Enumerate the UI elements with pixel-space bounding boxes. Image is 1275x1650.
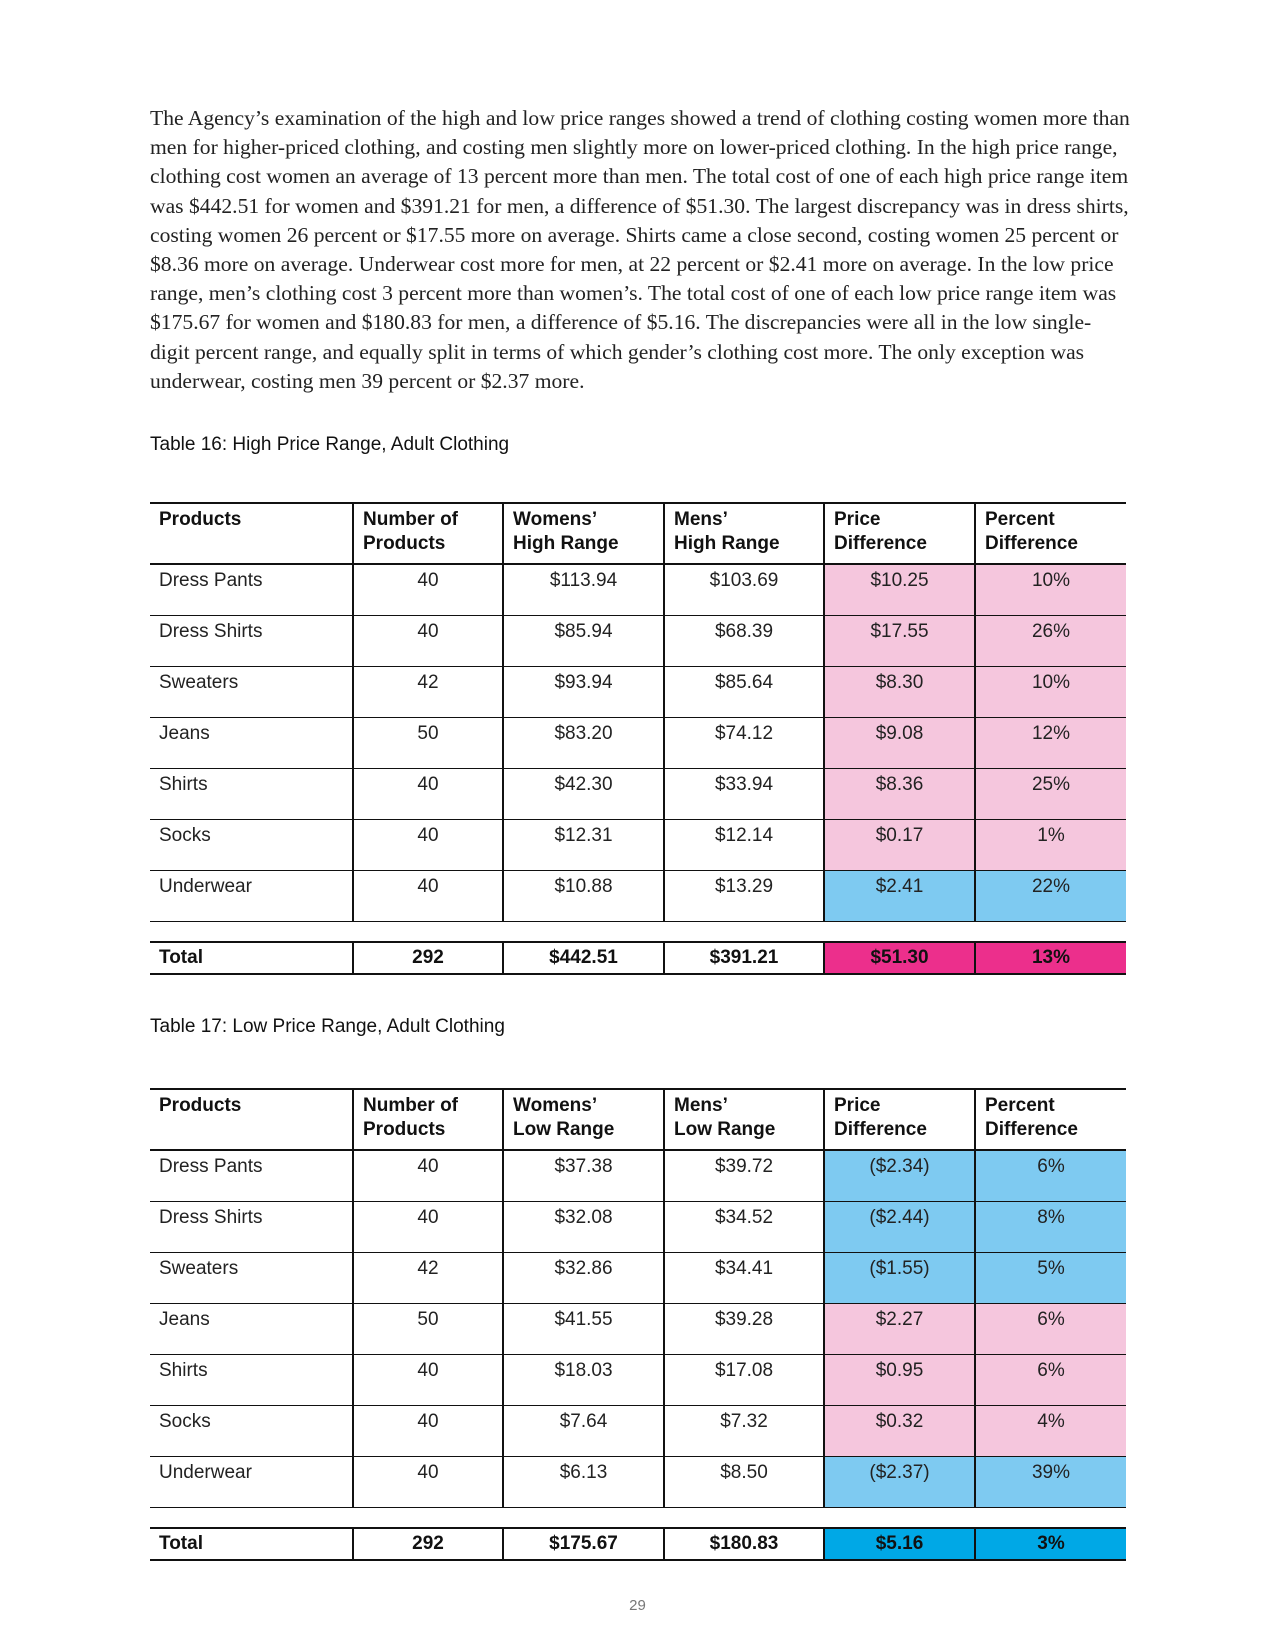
percent-difference-cell: 5% — [975, 1252, 1126, 1303]
product-cell: Underwear — [150, 870, 353, 921]
product-cell: Socks — [150, 819, 353, 870]
percent-difference-cell: 6% — [975, 1354, 1126, 1405]
page-number: 29 — [629, 1597, 646, 1614]
percent-difference-cell: 6% — [975, 1150, 1126, 1201]
number-of-products-cell: 40 — [353, 1201, 503, 1252]
percent-difference-cell: 10% — [975, 564, 1126, 615]
total-row — [150, 942, 1126, 974]
table-17-caption: Table 17: Low Price Range, Adult Clothing — [150, 1016, 505, 1037]
price-difference-cell: $10.25 — [824, 564, 975, 615]
table-row — [150, 1456, 1126, 1507]
womens-price-cell: $7.64 — [503, 1405, 664, 1456]
total-price-difference: $51.30 — [824, 942, 975, 974]
number-of-products-cell: 40 — [353, 1354, 503, 1405]
table-row — [150, 1303, 1126, 1354]
womens-price-cell: $83.20 — [503, 717, 664, 768]
header-mens-range: Mens’ High Range — [664, 503, 824, 564]
mens-price-cell: $17.08 — [664, 1354, 824, 1405]
womens-price-cell: $10.88 — [503, 870, 664, 921]
total-row — [150, 1528, 1126, 1560]
womens-price-cell: $85.94 — [503, 615, 664, 666]
womens-price-cell: $113.94 — [503, 564, 664, 615]
table-row — [150, 1252, 1126, 1303]
table-17-body — [150, 1150, 1126, 1560]
womens-price-cell: $37.38 — [503, 1150, 664, 1201]
mens-price-cell: $39.28 — [664, 1303, 824, 1354]
number-of-products-cell: 40 — [353, 615, 503, 666]
price-difference-cell: $8.36 — [824, 768, 975, 819]
percent-difference-cell: 4% — [975, 1405, 1126, 1456]
percent-difference-cell: 1% — [975, 819, 1126, 870]
price-difference-cell: ($2.44) — [824, 1201, 975, 1252]
product-cell: Underwear — [150, 1456, 353, 1507]
table-row — [150, 1405, 1126, 1456]
total-womens-price: $175.67 — [503, 1528, 664, 1560]
price-difference-cell: $0.32 — [824, 1405, 975, 1456]
womens-price-cell: $6.13 — [503, 1456, 664, 1507]
table-header-row — [150, 503, 1126, 564]
mens-price-cell: $103.69 — [664, 564, 824, 615]
table-header-row — [150, 1089, 1126, 1150]
mens-price-cell: $39.72 — [664, 1150, 824, 1201]
price-difference-cell: $17.55 — [824, 615, 975, 666]
table-row — [150, 1354, 1126, 1405]
header-number-of-products: Number of Products — [353, 1089, 503, 1150]
product-cell: Jeans — [150, 717, 353, 768]
womens-price-cell: $18.03 — [503, 1354, 664, 1405]
header-mens-range: Mens’ Low Range — [664, 1089, 824, 1150]
womens-price-cell: $12.31 — [503, 819, 664, 870]
header-percent-difference: Percent Difference — [975, 503, 1126, 564]
womens-price-cell: $32.86 — [503, 1252, 664, 1303]
price-difference-cell: $8.30 — [824, 666, 975, 717]
number-of-products-cell: 50 — [353, 1303, 503, 1354]
percent-difference-cell: 25% — [975, 768, 1126, 819]
total-number-of-products: 292 — [353, 1528, 503, 1560]
total-percent-difference: 13% — [975, 942, 1126, 974]
table-16-body — [150, 564, 1126, 974]
header-price-difference: Price Difference — [824, 1089, 975, 1150]
total-price-difference: $5.16 — [824, 1528, 975, 1560]
percent-difference-cell: 22% — [975, 870, 1126, 921]
header-womens-range: Womens’ Low Range — [503, 1089, 664, 1150]
product-cell: Socks — [150, 1405, 353, 1456]
number-of-products-cell: 42 — [353, 1252, 503, 1303]
mens-price-cell: $34.52 — [664, 1201, 824, 1252]
header-number-of-products: Number of Products — [353, 503, 503, 564]
table-spacer — [150, 1507, 1126, 1528]
womens-price-cell: $93.94 — [503, 666, 664, 717]
price-difference-cell: $2.41 — [824, 870, 975, 921]
table-row — [150, 870, 1126, 921]
mens-price-cell: $74.12 — [664, 717, 824, 768]
table-16-high-price-range — [150, 502, 1126, 975]
number-of-products-cell: 40 — [353, 1405, 503, 1456]
header-percent-difference: Percent Difference — [975, 1089, 1126, 1150]
product-cell: Dress Shirts — [150, 1201, 353, 1252]
product-cell: Sweaters — [150, 666, 353, 717]
total-mens-price: $180.83 — [664, 1528, 824, 1560]
total-mens-price: $391.21 — [664, 942, 824, 974]
table-row — [150, 1201, 1126, 1252]
womens-price-cell: $42.30 — [503, 768, 664, 819]
product-cell: Jeans — [150, 1303, 353, 1354]
mens-price-cell: $68.39 — [664, 615, 824, 666]
product-cell: Shirts — [150, 768, 353, 819]
product-cell: Shirts — [150, 1354, 353, 1405]
total-number-of-products: 292 — [353, 942, 503, 974]
table-row — [150, 819, 1126, 870]
percent-difference-cell: 26% — [975, 615, 1126, 666]
mens-price-cell: $8.50 — [664, 1456, 824, 1507]
mens-price-cell: $13.29 — [664, 870, 824, 921]
price-difference-cell: $2.27 — [824, 1303, 975, 1354]
number-of-products-cell: 40 — [353, 564, 503, 615]
number-of-products-cell: 40 — [353, 768, 503, 819]
price-difference-cell: ($2.34) — [824, 1150, 975, 1201]
price-difference-cell: $0.17 — [824, 819, 975, 870]
table-row — [150, 717, 1126, 768]
table-17-low-price-range — [150, 1088, 1126, 1561]
price-difference-cell: ($2.37) — [824, 1456, 975, 1507]
total-percent-difference: 3% — [975, 1528, 1126, 1560]
header-products: Products — [150, 1089, 353, 1150]
mens-price-cell: $12.14 — [664, 819, 824, 870]
number-of-products-cell: 40 — [353, 819, 503, 870]
number-of-products-cell: 40 — [353, 870, 503, 921]
table-row — [150, 666, 1126, 717]
header-products: Products — [150, 503, 353, 564]
header-price-difference: Price Difference — [824, 503, 975, 564]
mens-price-cell: $33.94 — [664, 768, 824, 819]
mens-price-cell: $7.32 — [664, 1405, 824, 1456]
table-row — [150, 615, 1126, 666]
mens-price-cell: $34.41 — [664, 1252, 824, 1303]
table-16-caption: Table 16: High Price Range, Adult Clothing — [150, 434, 510, 455]
percent-difference-cell: 6% — [975, 1303, 1126, 1354]
womens-price-cell: $41.55 — [503, 1303, 664, 1354]
table-spacer — [150, 921, 1126, 942]
number-of-products-cell: 40 — [353, 1150, 503, 1201]
body-paragraph: The Agency’s examination of the high and low price ranges showed a trend of clothing costing women more than men for higher-priced clothing, and costing men slightly more on lower-priced clothing. In the high price range, clothing cost women an average of 13 percent more than men. The total cost of one of each high price range item was $442.51 for women and $391.21 for men, a difference of $51.30. The largest discrepancy was in dress shirts, costing women 26 percent or $17.55 more on average. Shirts came a close second, costing women 25 percent or $8.36 more on average. Underwear cost more for men, at 22 percent or $2.41 more on average. In the low price range, men’s clothing cost 3 percent more than women’s. The total cost of one of each low price range item was $175.67 for women and $180.83 for men, a difference of $5.16. The discrepancies were all in the low single-digit percent range, and equally split in terms of which gender’s clothing cost more. The only exception was underwear, costing men 39 percent or $2.37 more. — [150, 106, 1130, 393]
price-difference-cell: ($1.55) — [824, 1252, 975, 1303]
price-difference-cell: $9.08 — [824, 717, 975, 768]
percent-difference-cell: 12% — [975, 717, 1126, 768]
percent-difference-cell: 39% — [975, 1456, 1126, 1507]
mens-price-cell: $85.64 — [664, 666, 824, 717]
product-cell: Dress Shirts — [150, 615, 353, 666]
total-label: Total — [150, 1528, 353, 1560]
product-cell: Dress Pants — [150, 1150, 353, 1201]
percent-difference-cell: 8% — [975, 1201, 1126, 1252]
table-row — [150, 1150, 1126, 1201]
table-row — [150, 564, 1126, 615]
product-cell: Sweaters — [150, 1252, 353, 1303]
womens-price-cell: $32.08 — [503, 1201, 664, 1252]
number-of-products-cell: 40 — [353, 1456, 503, 1507]
number-of-products-cell: 42 — [353, 666, 503, 717]
price-difference-cell: $0.95 — [824, 1354, 975, 1405]
number-of-products-cell: 50 — [353, 717, 503, 768]
total-womens-price: $442.51 — [503, 942, 664, 974]
table-row — [150, 768, 1126, 819]
total-label: Total — [150, 942, 353, 974]
percent-difference-cell: 10% — [975, 666, 1126, 717]
product-cell: Dress Pants — [150, 564, 353, 615]
header-womens-range: Womens’ High Range — [503, 503, 664, 564]
